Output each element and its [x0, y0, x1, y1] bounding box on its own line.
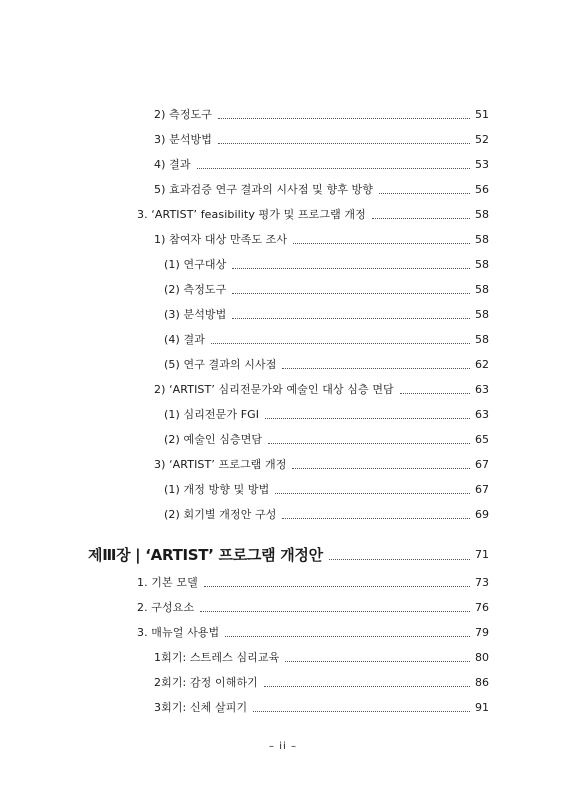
dot-leader	[264, 686, 470, 687]
toc-entry-page: 58	[475, 333, 489, 346]
toc-entry-label: 3. 매뉴얼 사용법	[137, 626, 220, 639]
toc-entry-label: (2) 회기별 개정안 구성	[164, 508, 277, 521]
toc-entry[interactable]	[164, 407, 489, 423]
toc-entry-label: 3) ‘ARTIST’ 프로그램 개정	[154, 458, 287, 471]
toc-entry[interactable]	[154, 650, 489, 666]
toc-entry-page: 58	[475, 283, 489, 296]
toc-entry-label: 2) 측정도구	[154, 108, 212, 121]
toc-entry-label: (1) 개정 방향 및 방법	[164, 483, 270, 496]
dot-leader	[197, 168, 470, 169]
toc-entry-page: 51	[475, 108, 489, 121]
toc-entry[interactable]	[137, 575, 489, 591]
toc-entry-label: (1) 연구대상	[164, 258, 227, 271]
toc-entry-label: (4) 결과	[164, 333, 205, 346]
dot-leader	[282, 368, 470, 369]
toc-entry[interactable]	[137, 207, 489, 223]
toc-entry-page: 58	[475, 208, 489, 221]
toc-entry-page: 52	[475, 133, 489, 146]
toc-entry-label: 3. ‘ARTIST’ feasibility 평가 및 프로그램 개정	[137, 208, 366, 221]
toc-chapter-entry[interactable]	[88, 544, 489, 566]
toc-entry-label: (2) 예술인 심층면담	[164, 433, 263, 446]
page-number: – ii –	[269, 741, 297, 752]
toc-entry-page: 58	[475, 233, 489, 246]
dot-leader	[372, 218, 470, 219]
toc-entry[interactable]	[137, 625, 489, 641]
toc-entry-label: 4) 결과	[154, 158, 191, 171]
toc-entry-label: (5) 연구 결과의 시사점	[164, 358, 277, 371]
toc-entry[interactable]	[164, 257, 489, 273]
toc-entry[interactable]	[164, 507, 489, 523]
dot-leader	[218, 143, 470, 144]
toc-entry-label: (3) 분석방법	[164, 308, 227, 321]
toc-entry[interactable]	[164, 282, 489, 298]
toc-entry[interactable]	[154, 457, 489, 473]
dot-leader	[275, 493, 470, 494]
dot-leader	[232, 268, 470, 269]
dot-leader	[232, 318, 470, 319]
dot-leader	[232, 293, 470, 294]
toc-entry-page: 69	[475, 508, 489, 521]
toc-entry-page: 58	[475, 308, 489, 321]
toc-entry[interactable]	[154, 700, 489, 716]
toc-entry-page: 86	[475, 676, 489, 689]
toc-entry[interactable]	[164, 482, 489, 498]
toc-entry-label: (1) 심리전문가 FGI	[164, 408, 260, 421]
toc-entry-page: 67	[475, 483, 489, 496]
toc-entry-page: 65	[475, 433, 489, 446]
toc-entry-page: 80	[475, 651, 489, 664]
toc-entry-page: 73	[475, 576, 489, 589]
toc-entry-label: 2회기: 감정 이해하기	[154, 676, 258, 689]
dot-leader	[204, 586, 470, 587]
toc-entry-page: 56	[475, 183, 489, 196]
dot-leader	[329, 559, 470, 560]
dot-leader	[200, 611, 470, 612]
dot-leader	[211, 343, 470, 344]
toc-entry-page: 71	[475, 548, 489, 561]
toc-entry[interactable]	[164, 432, 489, 448]
toc-entry-page: 53	[475, 158, 489, 171]
toc-entry-label: (2) 측정도구	[164, 283, 227, 296]
toc-entry[interactable]	[154, 382, 489, 398]
toc-entry-label: 1) 참여자 대상 만족도 조사	[154, 233, 288, 246]
toc-entry-page: 63	[475, 383, 489, 396]
dot-leader	[282, 518, 470, 519]
dot-leader	[268, 443, 470, 444]
toc-entry[interactable]	[154, 132, 489, 148]
toc-entry-page: 63	[475, 408, 489, 421]
toc-entry-page: 79	[475, 626, 489, 639]
toc-entry-page: 58	[475, 258, 489, 271]
toc-entry-label: 2) ‘ARTIST’ 심리전문가와 예술인 대상 심층 면담	[154, 383, 394, 396]
chapter-title: 제Ⅲ장 | ‘ARTIST’ 프로그램 개정안	[88, 546, 323, 564]
toc-entry-label: 1회기: 스트레스 심리교육	[154, 651, 280, 664]
dot-leader	[218, 118, 470, 119]
dot-leader	[293, 243, 470, 244]
toc-entry-page: 67	[475, 458, 489, 471]
dot-leader	[285, 661, 470, 662]
toc-entry-page: 91	[475, 701, 489, 714]
toc-entry[interactable]	[154, 182, 489, 198]
toc-entry[interactable]	[154, 107, 489, 123]
toc-entry-label: 3회기: 신체 살피기	[154, 701, 248, 714]
dot-leader	[265, 418, 470, 419]
toc-entry-page: 62	[475, 358, 489, 371]
toc-entry-label: 5) 효과검증 연구 결과의 시사점 및 향후 방향	[154, 183, 374, 196]
toc-entry[interactable]	[154, 675, 489, 691]
toc-entry[interactable]	[164, 307, 489, 323]
dot-leader	[253, 711, 470, 712]
toc-entry[interactable]	[164, 357, 489, 373]
dot-leader	[379, 193, 470, 194]
dot-leader	[225, 636, 470, 637]
toc-entry[interactable]	[137, 600, 489, 616]
toc-entry-label: 1. 기본 모델	[137, 576, 198, 589]
toc-entry[interactable]	[154, 157, 489, 173]
dot-leader	[292, 468, 470, 469]
toc-entry-page: 76	[475, 601, 489, 614]
dot-leader	[400, 393, 470, 394]
toc-entry[interactable]	[154, 232, 489, 248]
toc-entry-label: 2. 구성요소	[137, 601, 195, 614]
toc-entry-label: 3) 분석방법	[154, 133, 212, 146]
toc-entry[interactable]	[164, 332, 489, 348]
